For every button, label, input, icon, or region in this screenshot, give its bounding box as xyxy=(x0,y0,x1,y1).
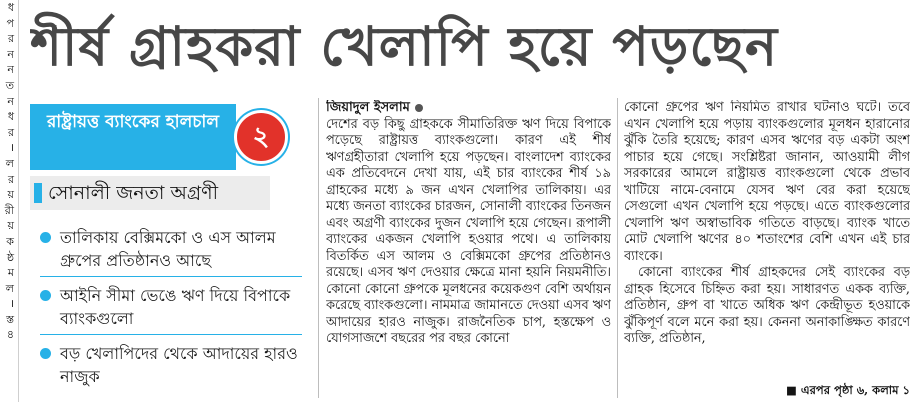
fragment-char: র xyxy=(7,172,14,186)
fragment-char: য় xyxy=(7,219,14,233)
highlight-divider xyxy=(40,334,302,335)
article-column-2 xyxy=(624,100,910,398)
fragment-char: । xyxy=(9,297,14,311)
article-text: দেশের বড় কিছু গ্রাহককে সীমাতিরিক্ত ঋণ দিয়ে বিপাকে পড়েছে রাষ্ট্রায়ত্ত ব্যাংকগুলো। কারণ এই শীর্ষ ঋণগ্রহীতারা খেলাপি হয়ে পড়ছেন। বাংলাদেশ ব্যাংকের এক প্রতিবেদনে দেখা যায়, এই চার ব্যাংকের শীর্ষ ১৯ গ্রাহকের মধ্যে ৯ জন এখন খেলাপির তালিকায়। এর মধ্যে জনতা ব্যাংকের চারজন, সোনালী ব্যাংকের তিনজন এবং অগ্রণী ব্যাংকের দুজন খেলাপি হয়ে গেছেন। রূপালী ব্যাংকের একজন খেলাপি হওয়ার পথে। এ তালিকায় বিতর্কিত এস আলম ও বেক্সিমকো গ্রুপের প্রতিষ্ঠানও রয়েছে। এসব ঋণ দেওয়ার ক্ষেত্রে মানা হয়নি নিয়মনীতি। কোনো কোনো গ্রুপকে মূলধনের কয়েকগুণ বেশি অর্থায়ন করেছে ব্যাংকগুলো। নামমাত্র জামানতে দেওয়া এসব ঋণ আদায়ের হারও নাজুক। রাজনৈতিক চাপ, হস্তক্ষেপ ও যোগসাজশে বছরের পর বছর কোনো xyxy=(326,116,611,346)
fragment-char: ল xyxy=(5,156,14,170)
series-number-badge: ২ xyxy=(234,110,288,164)
fragment-char: য় xyxy=(7,188,14,202)
byline-dot-icon xyxy=(415,104,423,112)
article-text: কোনো ব্যাংকের শীর্ষ গ্রাহকদের সেই ব্যাংকের বড় গ্রাহক হিসেবে চিহ্নিত করা হয়। সাধারণত একক ব্যক্তি, প্রতিষ্ঠান, গ্রুপ বা খাতে অধিক ঋণ কেন্দ্রীভূত হওয়াকে ঝুঁকিপূর্ণ বলে মনে করা হয়। কেননা অনাকাঙ্ক্ষিত কারণে ব্যক্তি, প্রতিষ্ঠান, xyxy=(624,265,910,346)
column-divider xyxy=(318,98,319,398)
fragment-char: ন xyxy=(7,63,14,77)
series-banner xyxy=(30,104,236,170)
article-text: কোনো গ্রুপের ঋণ নিয়মিত রাখার ঘটনাও ঘটে। তবে এখন খেলাপি হয়ে পড়ায় ব্যাংকগুলোর মূলধন হারানোর ঝুঁকি তৈরি হয়েছে; কারণ এসব ঋণের বড় একটা অংশ পাচার হয়ে গেছে। সংশ্লিষ্টরা জানান, আওয়ামী লীগ সরকারের আমলে রাষ্ট্রায়ত্ত ব্যাংকগুলো থেকে প্রভাব খাটিয়ে নামে-বেনামে যেসব ঋণ বের করা হয়েছে সেগুলো এখন খেলাপি হয়ে পড়ছে। এতে ব্যাংকগুলোর খেলাপি ঋণ অস্বাভাবিক গতিতে বাড়ছে। ব্যাংক খাতে মোট খেলাপি ঋণের ৪০ শতাংশের বেশি এখন এই চার ব্যাংকে। xyxy=(624,100,910,264)
fragment-char: ক xyxy=(6,234,14,248)
highlight-item xyxy=(40,226,310,272)
fragment-char: । xyxy=(9,141,14,155)
column-divider xyxy=(18,0,19,402)
author-name: জিয়াদুল ইসলাম xyxy=(326,100,410,115)
byline xyxy=(326,100,611,117)
fragment-char: রী xyxy=(4,203,14,217)
column-divider xyxy=(617,98,618,398)
highlight-item xyxy=(40,342,310,388)
page-headline: শীর্ষ গ্রাহকরা খেলাপি হয়ে পড়ছেন xyxy=(30,14,779,78)
banks-list: সোনালী জনতা অগ্রণী xyxy=(48,182,219,204)
fragment-char: র xyxy=(7,32,14,46)
fragment-char: ধ xyxy=(7,1,14,14)
fragment-char: প xyxy=(6,16,14,30)
fragment-char: স্ত xyxy=(6,312,14,326)
article-column-1 xyxy=(326,100,611,398)
continued-jump: ■ এরপর পৃষ্ঠা ৬, কলাম ১ xyxy=(785,382,910,397)
series-title: রাষ্ট্রায়ত্ত ব্যাংকের হালচাল xyxy=(46,112,220,132)
highlight-text: বড় খেলাপিদের থেকে আদায়ের হারও নাজুক xyxy=(60,344,298,386)
fragment-char: ৪ xyxy=(6,328,14,342)
bullet-dot xyxy=(40,348,51,359)
fragment-char: ত xyxy=(5,78,14,92)
fragment-char: ন xyxy=(7,47,14,61)
fragment-char: ধ xyxy=(7,110,14,124)
adjacent-column-fragment xyxy=(0,0,16,402)
fragment-char: ল xyxy=(5,281,14,295)
fragment-char: ন xyxy=(7,94,14,108)
highlight-text: তালিকায় বেক্সিমকো ও এস আলম গ্রুপের প্রতিষ্ঠানও আছে xyxy=(60,228,276,270)
highlight-text: আইনি সীমা ভেঙে ঋণ দিয়ে বিপাকে ব্যাংকগুলো xyxy=(60,286,291,328)
bullet-dot xyxy=(40,290,51,301)
banks-marker xyxy=(34,183,42,203)
fragment-char: ষ্ঠ xyxy=(6,250,14,264)
highlight-item xyxy=(40,284,310,330)
highlight-divider xyxy=(40,276,302,277)
fragment-char: ম xyxy=(7,266,14,280)
bullet-dot xyxy=(40,232,51,243)
fragment-char: র xyxy=(7,125,14,139)
